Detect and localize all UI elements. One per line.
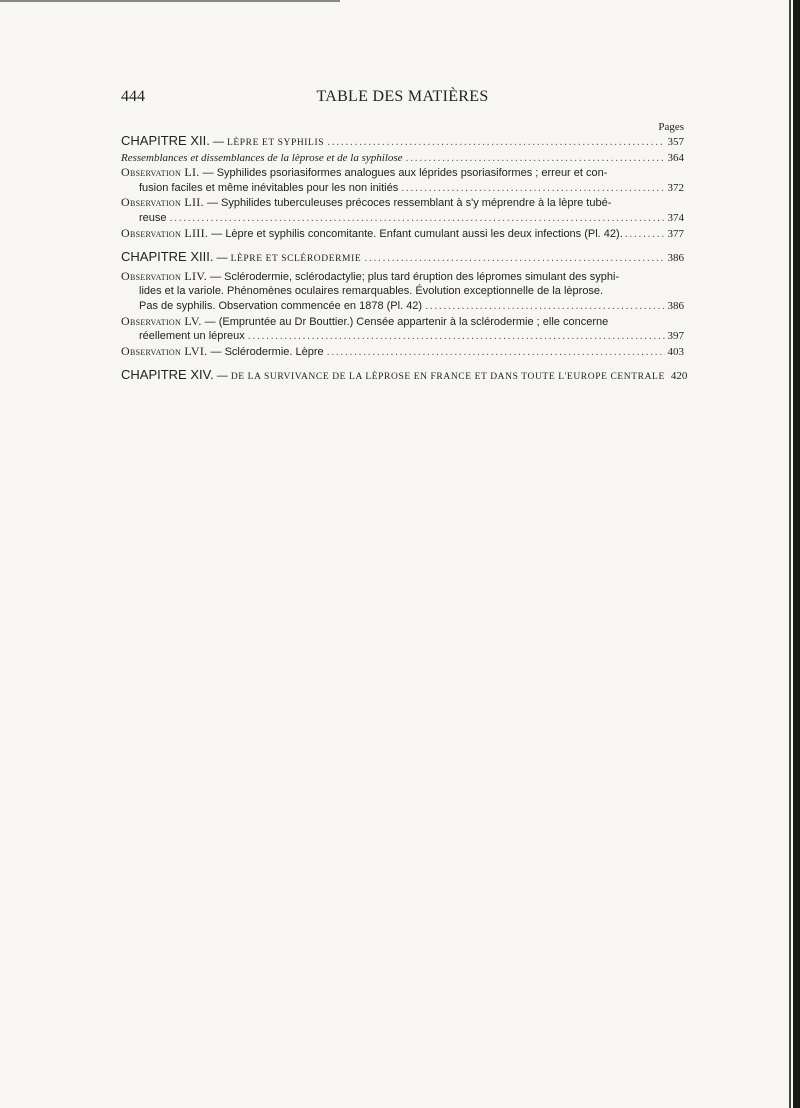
- chapter-12-page: 357: [667, 136, 684, 148]
- leader-dots: [327, 345, 665, 360]
- chapter-12-subtitle: Ressemblances et dissemblances de la lèprose et de la syphilose: [121, 151, 403, 164]
- chapter-13-title: LÈPRE ET SCLÉRODERMIE: [230, 254, 362, 265]
- chapter-14-heading: CHAPITRE XIV.: [121, 367, 214, 383]
- observation-53-entry: [121, 226, 684, 242]
- observation-56-text: — Sclérodermie. Lèpre: [207, 345, 324, 358]
- chapter-12-subtitle-page: 364: [667, 151, 684, 164]
- observation-54-entry: [121, 269, 684, 314]
- observation-52-text-2: reuse: [139, 211, 167, 224]
- chapter-13-page: 386: [667, 252, 684, 265]
- observation-55-page: 397: [667, 330, 684, 343]
- pages-column-label: Pages: [658, 121, 684, 133]
- observation-52-entry: [121, 195, 684, 225]
- chapter-12-heading: CHAPITRE XII.: [121, 133, 210, 148]
- observation-53-label: Observation LIII.: [121, 225, 209, 240]
- chapter-14-page: 420: [670, 370, 688, 383]
- observation-55-text-2: réellement un lépreux: [139, 330, 245, 343]
- observation-51-text-1: — Syphilides psoriasiformes analogues aux léprides psoriasiformes ; erreur et con-: [199, 167, 608, 180]
- observation-55-entry: [121, 314, 684, 344]
- running-title: TABLE DES MATIÈRES: [316, 88, 489, 105]
- leader-dots: [625, 227, 666, 242]
- table-of-contents: [121, 133, 688, 385]
- observation-53-page: 377: [667, 227, 684, 240]
- observation-54-label: Observation LIV.: [121, 268, 208, 283]
- observation-54-text-1: — Sclérodermie, sclérodactylie; plus tard éruption des lépromes simulant des syphi-: [207, 270, 620, 283]
- chapter-13-heading: CHAPITRE XIII.: [121, 249, 214, 265]
- top-scan-line: [0, 0, 340, 2]
- observation-52-label: Observation LII.: [121, 195, 204, 210]
- leader-dots: [401, 181, 664, 196]
- observation-51-label: Observation LI.: [121, 165, 200, 180]
- observation-55-label: Observation LV.: [121, 313, 202, 328]
- leader-dots: [425, 299, 664, 314]
- leader-dots: [406, 151, 665, 166]
- page-edge: [793, 0, 800, 1108]
- leader-dots: [364, 251, 664, 266]
- chapter-14-entry: CHAPITRE XIV. — DE LA SURVIVANCE DE LA LÈPROSE EN FRANCE ET DANS TOUTE L'EUROPE CENTRALE 420: [121, 367, 688, 383]
- page-edge-shadow: [789, 0, 791, 1108]
- observation-56-entry: [121, 344, 684, 360]
- observation-56-label: Observation LVI.: [121, 343, 208, 358]
- page-header: [121, 88, 684, 112]
- observation-56-page: 403: [667, 345, 684, 358]
- leader-dots: [327, 135, 664, 150]
- chapter-12-subtitle-entry: [121, 151, 684, 166]
- observation-54-text-2: lides et la variole. Phénomènes oculaires remarquables. Évolution exceptionnelle de la lèprose.: [139, 285, 604, 298]
- chapter-12-entry: CHAPITRE XII. — LÈPRE ET SYPHILIS ..... 357: [121, 134, 684, 151]
- observation-51-text-2: fusion faciles et même inévitables pour les non initiés: [139, 181, 399, 194]
- leader-dots: [170, 211, 665, 226]
- observation-54-page: 386: [667, 299, 684, 312]
- observation-52-text-1: — Syphilides tuberculeuses précoces ressemblant à s'y méprendre à la lèpre tubé-: [203, 197, 612, 210]
- observation-51-entry: [121, 165, 684, 195]
- leader-dots: [248, 329, 665, 344]
- observation-55-text-1: — (Empruntée au Dr Bouttier.) Censée appartenir à la sclérodermie ; elle concerne: [201, 315, 609, 328]
- observation-51-page: 372: [667, 181, 684, 194]
- observation-52-page: 374: [667, 211, 684, 224]
- chapter-13-entry: CHAPITRE XIII. — LÈPRE ET SCLÉRODERMIE ..... 386: [121, 250, 684, 267]
- observation-53-text: — Lèpre et syphilis concomitante. Enfant cumulant aussi les deux infections (Pl. 42).: [208, 227, 623, 240]
- page-number: 444: [121, 88, 145, 105]
- chapter-14-title: DE LA SURVIVANCE DE LA LÈPROSE EN FRANCE ET DANS TOUTE L'EUROPE CENTRALE: [230, 372, 665, 383]
- observation-54-text-3: Pas de syphilis. Observation commencée en 1878 (Pl. 42): [139, 299, 423, 312]
- chapter-12-title: LÈPRE ET SYPHILIS: [226, 138, 325, 148]
